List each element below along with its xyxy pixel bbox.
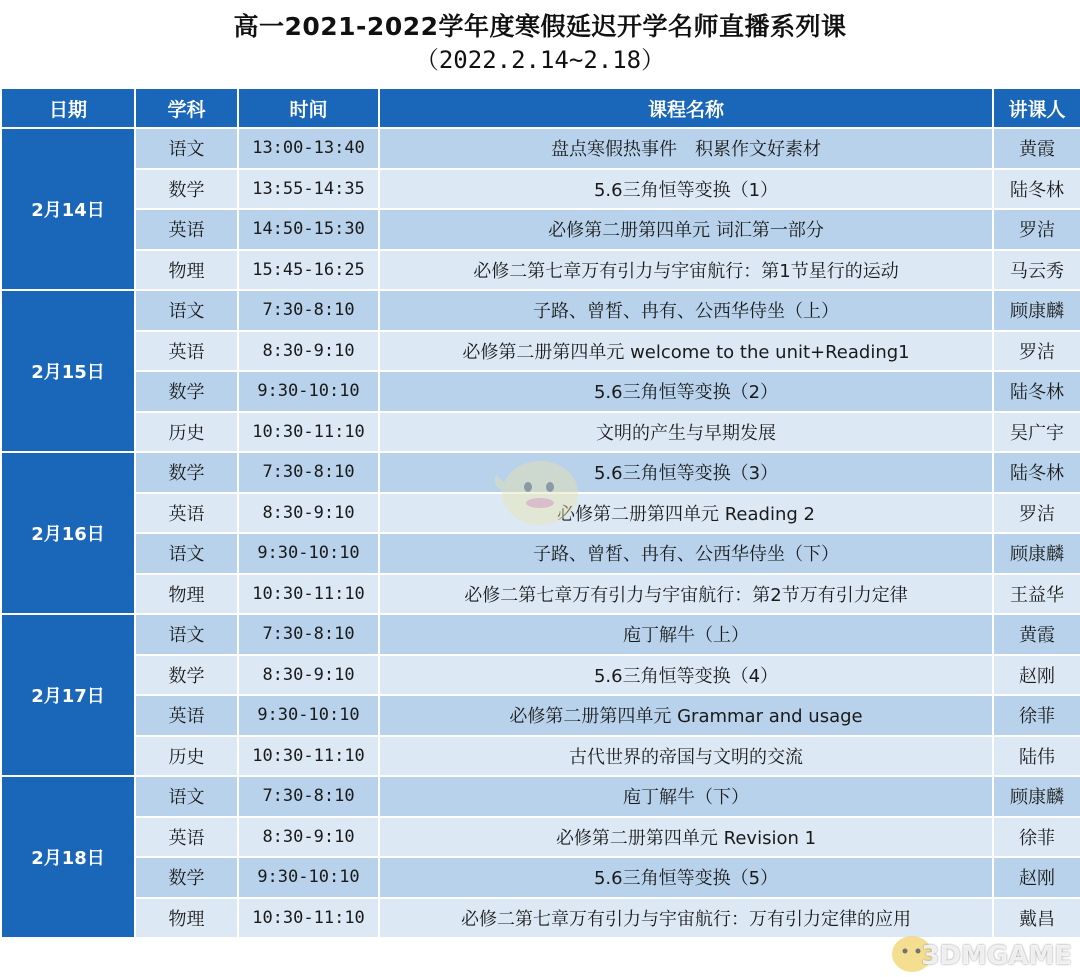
table-row bbox=[1, 128, 1080, 169]
course-cell: 必修第二册第四单元 词汇第一部分 bbox=[379, 209, 993, 250]
table-row bbox=[1, 169, 1080, 210]
course-cell: 必修二第七章万有引力与宇宙航行：万有引力定律的应用 bbox=[379, 898, 993, 939]
date-cell: 2月18日 bbox=[1, 776, 135, 938]
course-cell: 必修第二册第四单元 Revision 1 bbox=[379, 817, 993, 858]
subject-cell: 语文 bbox=[135, 776, 238, 817]
teacher-cell: 顾康麟 bbox=[993, 533, 1080, 574]
time-cell: 8:30-9:10 bbox=[238, 331, 379, 372]
teacher-cell: 王益华 bbox=[993, 574, 1080, 615]
table-row bbox=[1, 371, 1080, 412]
subject-cell: 英语 bbox=[135, 209, 238, 250]
teacher-cell: 徐菲 bbox=[993, 695, 1080, 736]
time-cell: 8:30-9:10 bbox=[238, 817, 379, 858]
course-cell: 文明的产生与早期发展 bbox=[379, 412, 993, 453]
subject-cell: 数学 bbox=[135, 655, 238, 696]
subject-cell: 物理 bbox=[135, 250, 238, 291]
subject-cell: 数学 bbox=[135, 452, 238, 493]
date-cell: 2月14日 bbox=[1, 128, 135, 290]
time-cell: 7:30-8:10 bbox=[238, 290, 379, 331]
time-cell: 13:00-13:40 bbox=[238, 128, 379, 169]
header-time: 时间 bbox=[238, 88, 379, 128]
page-title: 高一2021-2022学年度寒假延迟开学名师直播系列课 bbox=[233, 12, 847, 41]
course-cell: 古代世界的帝国与文明的交流 bbox=[379, 736, 993, 777]
time-cell: 10:30-11:10 bbox=[238, 412, 379, 453]
subject-cell: 语文 bbox=[135, 614, 238, 655]
watermark-text: 3DMGAME bbox=[921, 941, 1072, 971]
table-row bbox=[1, 776, 1080, 817]
time-cell: 9:30-10:10 bbox=[238, 695, 379, 736]
subject-cell: 历史 bbox=[135, 412, 238, 453]
header-course: 课程名称 bbox=[379, 88, 993, 128]
teacher-cell: 戴昌 bbox=[993, 898, 1080, 939]
subject-cell: 物理 bbox=[135, 898, 238, 939]
table-row bbox=[1, 250, 1080, 291]
subject-cell: 英语 bbox=[135, 695, 238, 736]
date-cell: 2月16日 bbox=[1, 452, 135, 614]
header-date: 日期 bbox=[1, 88, 135, 128]
teacher-cell: 罗洁 bbox=[993, 493, 1080, 534]
table-row bbox=[1, 695, 1080, 736]
teacher-cell: 陆冬林 bbox=[993, 169, 1080, 210]
time-cell: 13:55-14:35 bbox=[238, 169, 379, 210]
teacher-cell: 马云秀 bbox=[993, 250, 1080, 291]
time-cell: 15:45-16:25 bbox=[238, 250, 379, 291]
time-cell: 8:30-9:10 bbox=[238, 655, 379, 696]
subject-cell: 英语 bbox=[135, 817, 238, 858]
subject-cell: 语文 bbox=[135, 290, 238, 331]
course-cell: 5.6三角恒等变换（3） bbox=[379, 452, 993, 493]
course-cell: 必修二第七章万有引力与宇宙航行：第1节星行的运动 bbox=[379, 250, 993, 291]
teacher-cell: 顾康麟 bbox=[993, 776, 1080, 817]
teacher-cell: 吴广宇 bbox=[993, 412, 1080, 453]
schedule-body bbox=[1, 128, 1080, 938]
course-cell: 5.6三角恒等变换（2） bbox=[379, 371, 993, 412]
teacher-cell: 陆伟 bbox=[993, 736, 1080, 777]
course-cell: 5.6三角恒等变换（1） bbox=[379, 169, 993, 210]
course-cell: 必修第二册第四单元 Grammar and usage bbox=[379, 695, 993, 736]
subject-cell: 物理 bbox=[135, 574, 238, 615]
subject-cell: 语文 bbox=[135, 128, 238, 169]
time-cell: 9:30-10:10 bbox=[238, 857, 379, 898]
teacher-cell: 顾康麟 bbox=[993, 290, 1080, 331]
time-cell: 7:30-8:10 bbox=[238, 614, 379, 655]
time-cell: 14:50-15:30 bbox=[238, 209, 379, 250]
time-cell: 7:30-8:10 bbox=[238, 452, 379, 493]
teacher-cell: 陆冬林 bbox=[993, 452, 1080, 493]
teacher-cell: 黄霞 bbox=[993, 128, 1080, 169]
table-row bbox=[1, 736, 1080, 777]
title-block bbox=[0, 0, 1080, 87]
course-cell: 必修第二册第四单元 Reading 2 bbox=[379, 493, 993, 534]
table-row bbox=[1, 655, 1080, 696]
date-cell: 2月15日 bbox=[1, 290, 135, 452]
teacher-cell: 赵刚 bbox=[993, 655, 1080, 696]
course-cell: 必修第二册第四单元 welcome to the unit+Reading1 bbox=[379, 331, 993, 372]
course-cell: 庖丁解牛（上） bbox=[379, 614, 993, 655]
date-cell: 2月17日 bbox=[1, 614, 135, 776]
table-row bbox=[1, 574, 1080, 615]
course-cell: 5.6三角恒等变换（4） bbox=[379, 655, 993, 696]
course-cell: 5.6三角恒等变换（5） bbox=[379, 857, 993, 898]
teacher-cell: 徐菲 bbox=[993, 817, 1080, 858]
header-subject: 学科 bbox=[135, 88, 238, 128]
table-row bbox=[1, 331, 1080, 372]
header-teacher: 讲课人 bbox=[993, 88, 1080, 128]
subject-cell: 英语 bbox=[135, 331, 238, 372]
date-range-subtitle: （2022.2.14~2.18） bbox=[414, 46, 666, 74]
table-row bbox=[1, 614, 1080, 655]
subject-cell: 历史 bbox=[135, 736, 238, 777]
subject-cell: 语文 bbox=[135, 533, 238, 574]
course-cell: 庖丁解牛（下） bbox=[379, 776, 993, 817]
time-cell: 10:30-11:10 bbox=[238, 898, 379, 939]
course-cell: 子路、曾皙、冉有、公西华侍坐（上） bbox=[379, 290, 993, 331]
teacher-cell: 黄霞 bbox=[993, 614, 1080, 655]
mascot-watermark-icon bbox=[490, 445, 590, 530]
course-cell: 盘点寒假热事件 积累作文好素材 bbox=[379, 128, 993, 169]
table-row bbox=[1, 209, 1080, 250]
table-row bbox=[1, 817, 1080, 858]
time-cell: 7:30-8:10 bbox=[238, 776, 379, 817]
course-cell: 必修二第七章万有引力与宇宙航行：第2节万有引力定律 bbox=[379, 574, 993, 615]
table-row bbox=[1, 290, 1080, 331]
teacher-cell: 罗洁 bbox=[993, 209, 1080, 250]
time-cell: 10:30-11:10 bbox=[238, 574, 379, 615]
teacher-cell: 赵刚 bbox=[993, 857, 1080, 898]
time-cell: 9:30-10:10 bbox=[238, 533, 379, 574]
subject-cell: 数学 bbox=[135, 857, 238, 898]
subject-cell: 英语 bbox=[135, 493, 238, 534]
subject-cell: 数学 bbox=[135, 371, 238, 412]
teacher-cell: 罗洁 bbox=[993, 331, 1080, 372]
course-cell: 子路、曾皙、冉有、公西华侍坐（下） bbox=[379, 533, 993, 574]
subject-cell: 数学 bbox=[135, 169, 238, 210]
time-cell: 8:30-9:10 bbox=[238, 493, 379, 534]
time-cell: 10:30-11:10 bbox=[238, 736, 379, 777]
table-row bbox=[1, 533, 1080, 574]
time-cell: 9:30-10:10 bbox=[238, 371, 379, 412]
teacher-cell: 陆冬林 bbox=[993, 371, 1080, 412]
table-row bbox=[1, 857, 1080, 898]
table-header-row bbox=[1, 88, 1080, 128]
